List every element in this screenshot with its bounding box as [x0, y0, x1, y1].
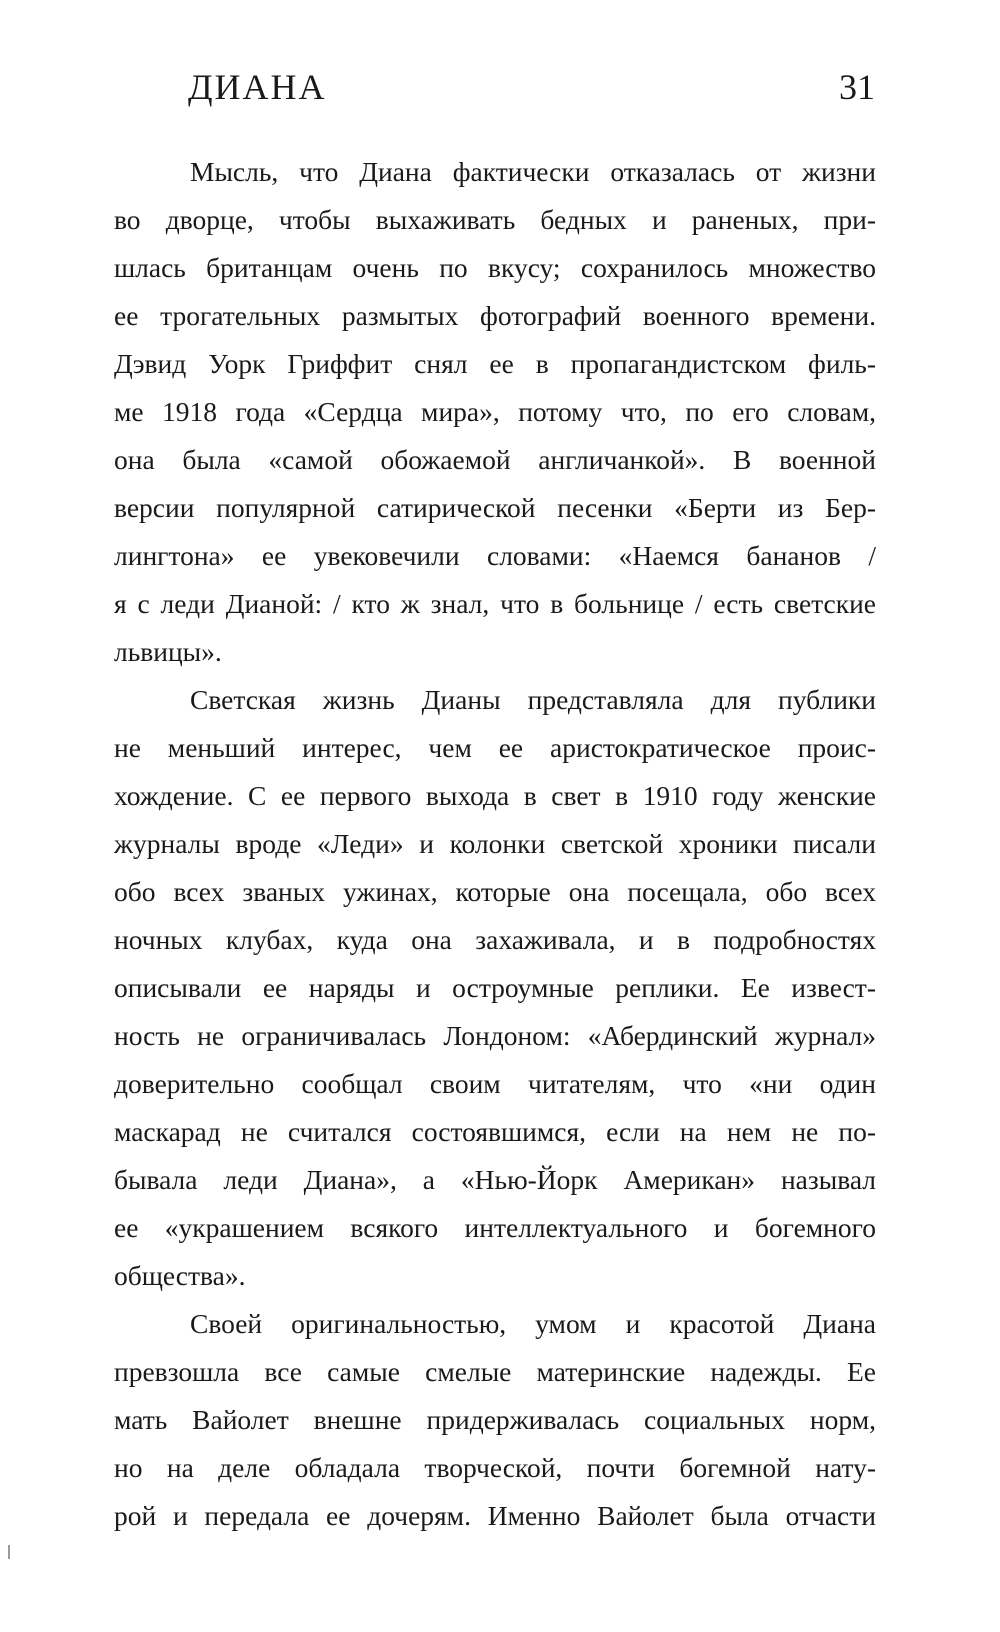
text-line: доверительно сообщал своим читателям, что «ни один [114, 1068, 876, 1099]
text-line: обо всех званых ужинах, которые она посещала, обо всех [114, 876, 876, 907]
text-line: превзошла все самые смелые материнские надежды. Ее [114, 1356, 876, 1387]
running-title: ДИАНА [188, 67, 327, 107]
text-line: версии популярной сатирической песенки «Берти из Бер- [114, 492, 876, 523]
text-line: во дворце, чтобы выхаживать бедных и раненых, при- [114, 204, 876, 235]
text-line: хождение. С ее первого выхода в свет в 1910 году женские [114, 780, 876, 811]
text-line: ме 1918 года «Сердца мира», потому что, по его словам, [114, 396, 876, 427]
text-line: общества». [114, 1260, 246, 1291]
text-line: львицы». [114, 636, 222, 667]
text-line: но на деле обладала творческой, почти богемной нату- [114, 1452, 876, 1483]
text-line: описывали ее наряды и остроумные реплики. Ее извест- [114, 972, 876, 1003]
body-text [114, 148, 876, 1540]
text-line: рой и передала ее дочерям. Именно Вайолет была отчасти [114, 1500, 876, 1531]
text-line: не меньший интерес, чем ее аристократическое проис- [114, 732, 876, 763]
text-line: ность не ограничивалась Лондоном: «Абердинский журнал» [114, 1020, 876, 1051]
text-line: Светская жизнь Дианы представляла для публики [190, 684, 876, 715]
text-line: Дэвид Уорк Гриффит снял ее в пропагандистском филь- [114, 348, 876, 379]
text-line: лингтона» ее увековечили словами: «Наемся бананов / [114, 540, 876, 571]
text-line: Своей оригинальностью, умом и красотой Диана [190, 1308, 876, 1339]
page-number: 31 [839, 67, 875, 107]
text-line: мать Вайолет внешне придерживалась социальных норм, [114, 1404, 876, 1435]
text-line: журналы вроде «Леди» и колонки светской хроники писали [114, 828, 876, 859]
text-line: ее «украшением всякого интеллектуального и богемного [114, 1212, 876, 1243]
text-line: я с леди Дианой: / кто ж знал, что в больнице / есть светские [114, 588, 876, 619]
text-line: Мысль, что Диана фактически отказалась от жизни [190, 156, 876, 187]
scan-edge-mark [8, 1545, 10, 1559]
text-line: шлась британцам очень по вкусу; сохранилось множество [114, 252, 876, 283]
text-line: она была «самой обожаемой англичанкой». В военной [114, 444, 876, 475]
text-line: бывала леди Диана», а «Нью-Йорк Американ» называл [114, 1164, 876, 1195]
text-line: маскарад не считался состоявшимся, если на нем не по- [114, 1116, 876, 1147]
text-line: ее трогательных размытых фотографий военного времени. [114, 300, 876, 331]
text-line: ночных клубах, куда она захаживала, и в подробностях [114, 924, 876, 955]
